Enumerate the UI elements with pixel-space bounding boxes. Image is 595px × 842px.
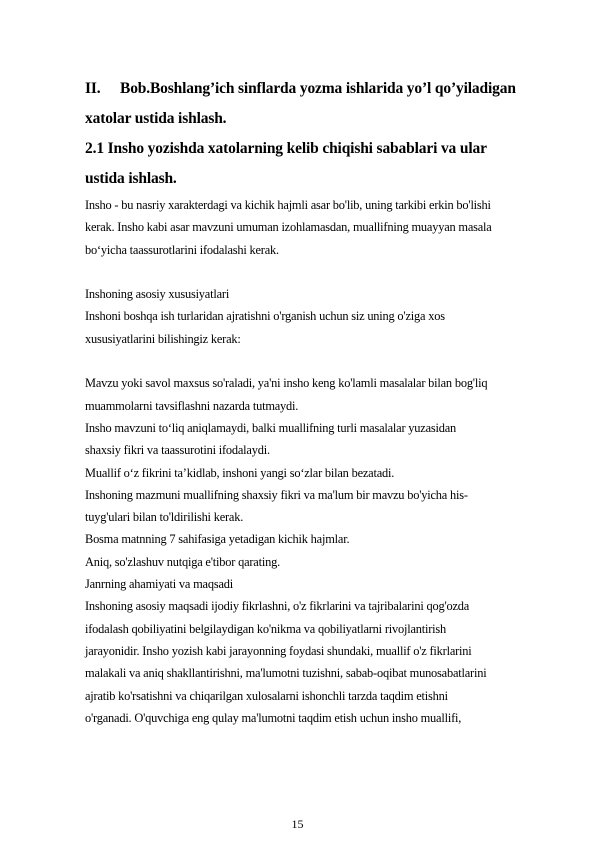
text-line: Insho - bu nasriy xarakterdagi va kichik hajmli asar bo'lib, uning tarkibi erkin bo'lishi: [85, 198, 491, 212]
text-line: o'rganadi. O'quvchiga eng qulay ma'lumotni taqdim etish uchun insho muallifi,: [85, 710, 462, 725]
page-number: 15: [291, 817, 304, 831]
paragraph-gap: [85, 350, 570, 372]
section-heading: [85, 74, 570, 104]
text-line: Janrning ahamiyati va maqsadi: [85, 577, 234, 592]
text-line: jarayonidir. Insho yozish kabi jarayonning foydasi shundaki, muallif o'z fikrlarini: [85, 643, 472, 658]
text-line: Inshoni boshqa ish turlaridan ajratishni o'rganish uchun siz uning o'ziga xos: [85, 309, 445, 324]
paragraph-gap: [85, 261, 570, 283]
text-line: shaxsiy fikri va taassurotini ifodalaydi.: [85, 443, 270, 458]
text-line: Inshoning asosiy xususiyatlari: [85, 287, 230, 302]
text-line: Insho mavzuni to‘liq aniqlamaydi, balki muallifning turli masalalar yuzasidan: [85, 420, 457, 435]
text-line: ajratib ko'rsatishni va chiqarilgan xulosalarni ishonchli tarzda taqdim etishni: [85, 688, 448, 703]
subsection-heading-line2: ustida ishlash.: [85, 170, 177, 187]
text-line: Muallif o‘z fikrini ta’kidlab, inshoni yangi so‘zlar bilan bezatadi.: [85, 465, 395, 480]
text-line: Mavzu yoki savol maxsus so'raladi, ya'ni insho keng ko'lamli masalalar bilan bog'liq: [85, 376, 488, 391]
text-line: muammolarni tavsiflashni nazarda tutmaydi.: [85, 398, 299, 413]
text-line: kerak. Insho kabi asar mavzuni umuman izohlamasdan, muallifning muayyan masala: [85, 220, 492, 235]
section-number: II.: [85, 80, 101, 97]
text-line: Aniq, so'zlashuv nutqiga e'tibor qarating.: [85, 554, 280, 569]
text-line: bo‘yicha taassurotlarini ifodalashi kerak.: [85, 242, 279, 257]
text-line: ifodalash qobiliyatini belgilaydigan ko'nikma va qobiliyatlarni rivojlantirish: [85, 621, 447, 636]
section-heading-line1: Bob.Boshlang’ich sinflarda yozma ishlarida yo’l qo’yiladigan: [120, 80, 516, 97]
section-heading-line2: xatolar ustida ishlash.: [85, 110, 227, 127]
text-line: malakali va aniq shakllantirishni, ma'lumotni tuzishni, sabab-oqibat munosabatlarini: [85, 666, 487, 681]
document-page: [85, 74, 570, 729]
subsection-heading-line1: 2.1 Insho yozishda xatolarning kelib chiqishi sabablari va ular: [85, 140, 487, 157]
text-line: xususiyatlarini bilishingiz kerak:: [85, 331, 241, 346]
text-line: Inshoning mazmuni muallifning shaxsiy fikri va ma'lum bir mavzu bo'yicha his-: [85, 487, 468, 502]
text-line: Inshoning asosiy maqsadi ijodiy fikrlashni, o'z fikrlarini va tajribalarini qog'ozda: [85, 599, 470, 614]
text-line: tuyg'ulari bilan to'ldirilishi kerak.: [85, 510, 244, 525]
text-line: Bosma matnning 7 sahifasiga yetadigan kichik hajmlar.: [85, 532, 350, 547]
